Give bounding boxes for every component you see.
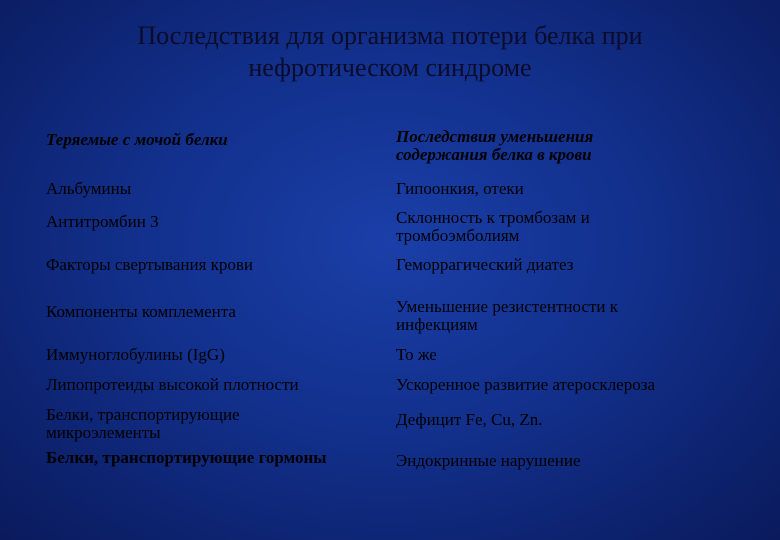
slide-title [60,20,720,84]
left-cell-text: Белки, транспортирующие [46,405,240,424]
right-cell-text: Гипоонкия, отеки [396,179,524,198]
right-cell-hdl [396,376,756,394]
header-right-line-2: содержания белка в крови [396,145,592,164]
right-cell-text: Уменьшение резистентности к [396,297,619,316]
title-line-2: нефротическом синдроме [248,53,532,82]
right-cell-complement [396,298,756,334]
left-cell-albumins [46,180,386,198]
right-cell-igg [396,346,756,364]
right-cell-coagulation [396,256,756,274]
right-cell-text: инфекциям [396,315,478,334]
left-cell-text: Липопротеиды высокой плотности [46,375,299,394]
header-right-line-1: Последствия уменьшения [396,127,594,146]
left-cell-text: микроэлементы [46,423,161,442]
right-cell-text: Эндокринные нарушение [396,451,581,470]
left-cell-text: Факторы свертывания крови [46,255,254,274]
header-right [396,128,756,164]
left-cell-text: Компоненты комплемента [46,302,236,321]
left-cell-antithrombin [46,213,386,231]
left-cell-hdl [46,376,386,394]
right-cell-text: Дефицит Fe, Cu, Zn. [396,410,543,429]
header-left-label: Теряемые с мочой белки [46,130,228,149]
left-cell-hormones [46,449,386,467]
right-cell-antithrombin [396,209,756,245]
left-cell-complement [46,303,386,321]
right-cell-text: Геморрагический диатез [396,255,574,274]
right-cell-text: То же [396,345,437,364]
title-line-1: Последствия для организма потери белка при [137,21,643,50]
left-cell-text: Антитромбин 3 [46,212,159,231]
left-cell-igg [46,346,386,364]
right-cell-hormones [396,452,756,470]
right-cell-text: Склонность к тромбозам и [396,208,590,227]
left-cell-text: Альбумины [46,179,132,198]
left-cell-text: Иммуноглобулины (IgG) [46,345,225,364]
left-cell-text: Белки, транспортирующие гормоны [46,448,327,467]
right-cell-text: тромбоэмболиям [396,226,520,245]
left-cell-coagulation [46,256,386,274]
right-cell-text: Ускоренное развитие атеросклероза [396,375,655,394]
right-cell-albumins [396,180,756,198]
right-cell-microelements [396,411,756,429]
header-left [46,131,386,149]
left-cell-microelements [46,406,386,442]
